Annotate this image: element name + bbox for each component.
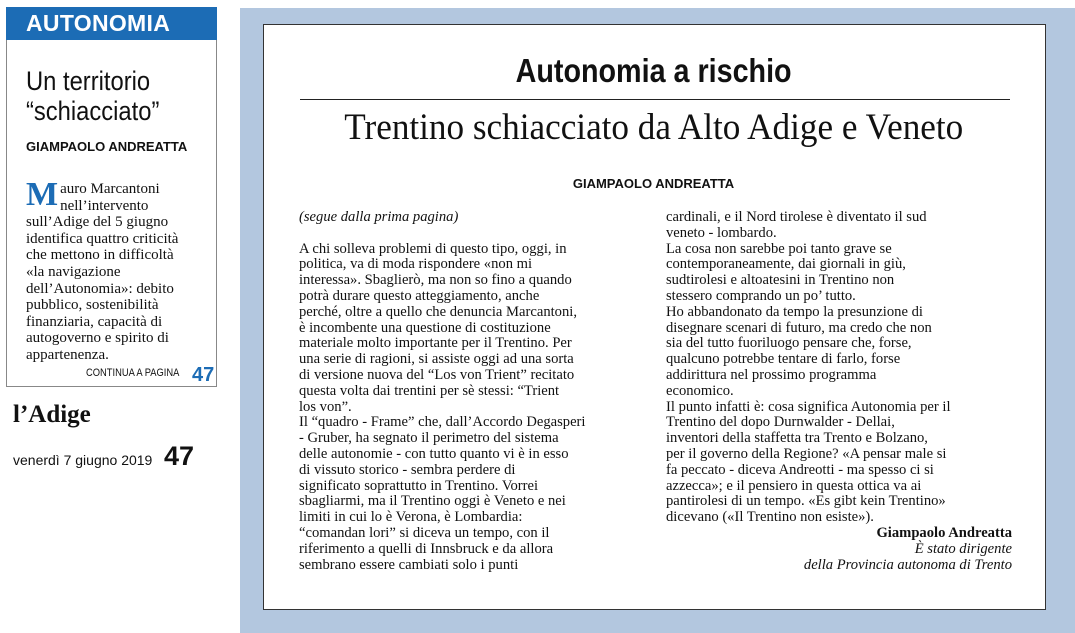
teaser-body-line: auro Marcantoni bbox=[60, 181, 160, 197]
article-text-line: sbagliarmi, ma il Trentino oggi è Veneto e nei bbox=[299, 493, 566, 510]
article-text-line: los von”. bbox=[299, 398, 352, 415]
teaser-title bbox=[26, 66, 159, 126]
article-text-line: inventori della staffetta tra Trento e Bolzano, bbox=[666, 430, 928, 447]
article-byline: GIAMPAOLO ANDREATTA bbox=[572, 176, 735, 191]
article-text-line: questa volta dai trentini per sè stessi: “Trient bbox=[299, 382, 560, 399]
article-text-line: delle autonomie - con tutto quanto vi è in esso bbox=[299, 445, 569, 462]
article-text-line: disegnare scenari di futuro, ma credo che non bbox=[666, 319, 932, 336]
article-text-line: sembrano essere cambiati solo i punti bbox=[299, 556, 519, 573]
drop-cap: M bbox=[26, 176, 59, 213]
teaser-author: GIAMPAOLO ANDREATTA bbox=[26, 139, 188, 154]
article-text-line: stessero comprando un po’ tutto. bbox=[666, 287, 856, 304]
article-text-line: A chi solleva problemi di questo tipo, oggi, in bbox=[299, 240, 567, 257]
article-text-line: La cosa non sarebbe poi tanto grave se bbox=[666, 240, 892, 257]
article-text-line: fa peccato - diceva Andreotti - ma spesso ci si bbox=[666, 461, 934, 478]
article-text-line: economico. bbox=[666, 382, 734, 399]
page-number: 47 bbox=[164, 441, 195, 471]
column-2-text bbox=[666, 210, 1012, 526]
headline-text: Trentino schiacciato da Alto Adige e Veneto bbox=[344, 107, 963, 148]
article-text-line: una serie di ragioni, si assiste oggi ad una sorta bbox=[299, 351, 574, 368]
article-text-line: politica, va di moda rispondere «non mi bbox=[299, 256, 533, 273]
article-text-line: - Gruber, ha segnato il perimetro del sistema bbox=[299, 430, 559, 447]
continuation-note: (segue dalla prima pagina) bbox=[299, 209, 459, 225]
teaser-title-line: Un territorio bbox=[26, 66, 151, 96]
issue-date: venerdì 7 giugno 2019 bbox=[13, 452, 153, 468]
signature-name: Giampaolo Andreatta bbox=[876, 524, 1012, 541]
teaser-body-line: «la navigazione bbox=[26, 263, 121, 280]
article-headline bbox=[263, 106, 1044, 149]
article-kicker bbox=[263, 52, 1044, 90]
teaser-body-line: appartenenza. bbox=[26, 346, 109, 363]
article-text-line: interessa». Sbaglierò, ma non so fino a quando bbox=[299, 272, 572, 289]
left-column bbox=[0, 0, 222, 633]
kicker-text: Autonomia a rischio bbox=[515, 52, 792, 89]
article-text-line: azzecca»; e il pensiero in questa ottica va ai bbox=[666, 477, 922, 494]
signature-role: È stato dirigente bbox=[914, 540, 1012, 557]
signature-role: della Provincia autonoma di Trento bbox=[803, 556, 1012, 573]
teaser-body-line: autogoverno e spirito di bbox=[26, 330, 169, 347]
article-text-line: dicevano («Il Trentino non esiste»). bbox=[666, 509, 874, 526]
divider bbox=[300, 99, 1010, 100]
article-text-line: “comandan lori” si diceva un tempo, con il bbox=[299, 524, 550, 541]
article-text-line: cardinali, e il Nord tirolese è diventato il sud bbox=[666, 209, 927, 225]
continue-link[interactable]: CONTINUA A PAGINA bbox=[86, 367, 180, 379]
article-text-line: per il governo della Regione? «A pensar male si bbox=[666, 445, 947, 462]
teaser-body-line: finanziaria, capacità di bbox=[26, 313, 163, 330]
section-banner bbox=[6, 7, 217, 40]
teaser-body-line: pubblico, sostenibilità bbox=[26, 297, 159, 314]
article-text-line: Ho abbandonato da tempo la presunzione di bbox=[666, 303, 923, 320]
teaser-body-line: nell’intervento bbox=[60, 197, 149, 214]
newspaper-logo: l’Adige bbox=[13, 401, 91, 428]
article-text-line: materiale molto importante per il Trentino. Per bbox=[299, 335, 572, 352]
teaser-title-line: “schiacciato” bbox=[26, 96, 160, 126]
article-text-line: significato soprattutto in Trentino. Vorrei bbox=[299, 477, 539, 494]
article-column-1 bbox=[299, 210, 654, 573]
teaser-body bbox=[26, 176, 212, 364]
column-1-text bbox=[299, 242, 654, 574]
article-text-line: di versione nuova del “Los von Trient” recitato bbox=[299, 366, 575, 383]
article-text-line: Il “quadro - Frame” che, dall’Accordo Degasperi bbox=[299, 414, 586, 431]
article-text-line: sia del tutto fuoriluogo pensare che, forse, bbox=[666, 335, 912, 352]
section-label: AUTONOMIA bbox=[26, 10, 171, 36]
article-text-line: Trentino del dopo Durnwalder - Dellai, bbox=[666, 414, 895, 431]
teaser-body-line: sull’Adige del 5 giugno bbox=[26, 214, 169, 231]
article-text-line: perché, oltre a quello che denuncia Marcantoni, bbox=[299, 303, 577, 320]
article-text-line: qualcuno potrebbe tentare di farlo, forse bbox=[666, 351, 901, 368]
article-text-line: limiti in cui lo è Verona, è Lombardia: bbox=[299, 509, 523, 526]
article-text-line: sudtirolesi e altoatesini in Trentino non bbox=[666, 272, 895, 289]
continue-page-number[interactable]: 47 bbox=[192, 364, 215, 386]
article-text-line: di vissuto storico - sembra perdere di bbox=[299, 461, 516, 478]
teaser-body-line: dell’Autonomia»: debito bbox=[26, 280, 174, 297]
teaser-body-line: che mettono in difficoltà bbox=[26, 247, 174, 264]
article-text-line: potrà durare questo atteggiamento, anche bbox=[299, 287, 540, 304]
article-text-line: contemporaneamente, dai giornali in giù, bbox=[666, 256, 906, 273]
article-text-line: è incombente una questione di costituzione bbox=[299, 319, 551, 336]
article-text-line: addirittura nel prossimo programma bbox=[666, 366, 877, 383]
teaser-body-line: identifica quattro criticità bbox=[26, 230, 179, 247]
article-column-2 bbox=[666, 210, 1012, 573]
teaser-body-rest bbox=[26, 214, 212, 363]
article-text-line: pantirolesi di un tempo. «Es gibt kein Trentino» bbox=[666, 493, 946, 510]
article-text-line: riferimento a quelli di Innsbruck e da allora bbox=[299, 540, 554, 557]
article-text-line: Il punto infatti è: cosa significa Autonomia per il bbox=[666, 398, 951, 415]
article-text-line: veneto - lombardo. bbox=[666, 224, 777, 241]
